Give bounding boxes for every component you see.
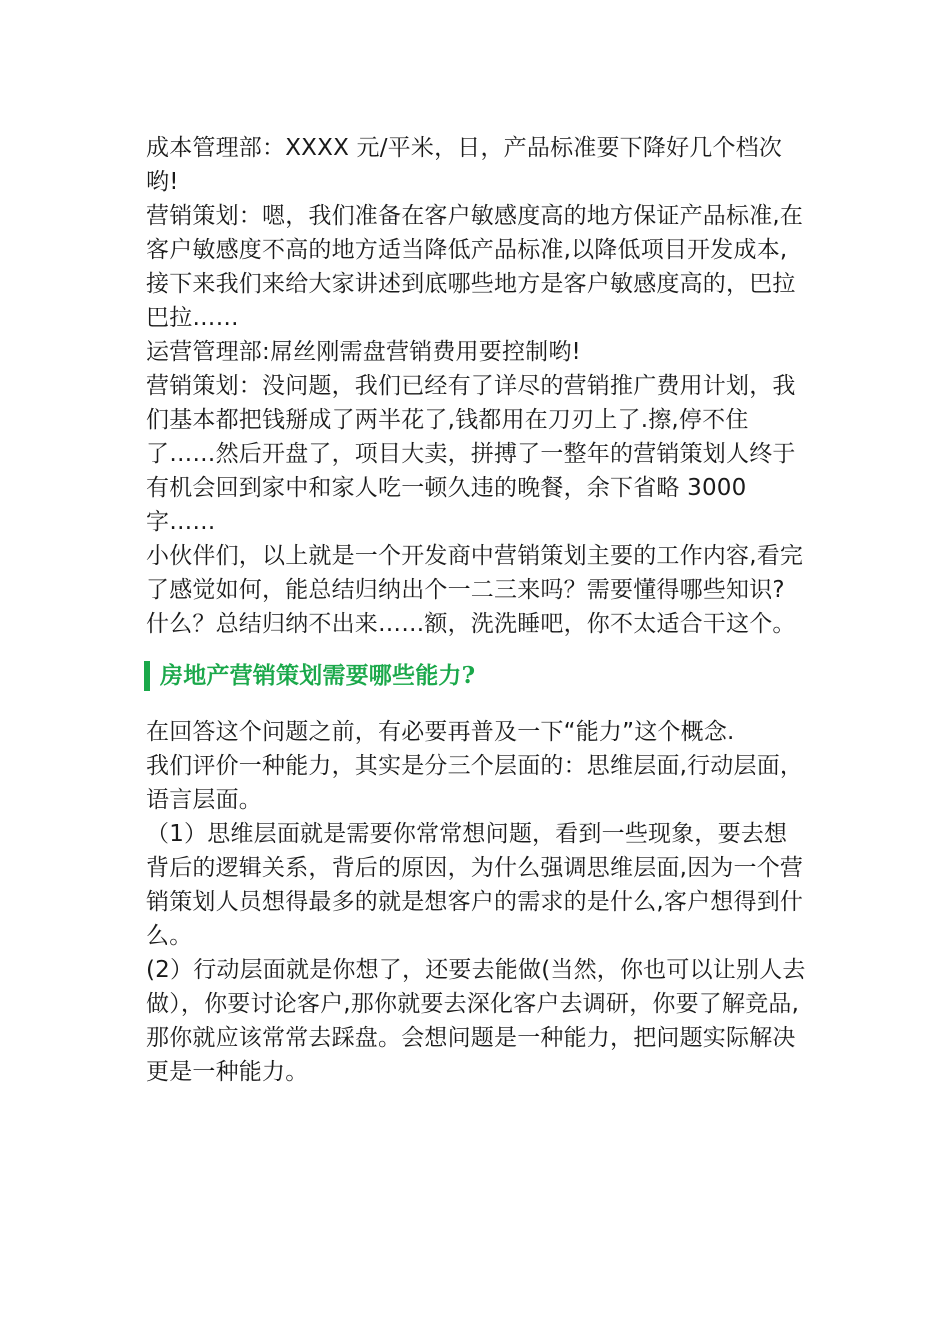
paragraph: 在回答这个问题之前，有必要再普及一下“能力”这个概念. [146,719,735,745]
paragraph: 营销策划：嗯，我们准备在客户敏感度高的地方保证产品标准,在客户敏感度不高的地方适当降低产品标准,以降低项目开发成本,接下来我们来给大家讲述到底哪些地方是客户敏感度高的，巴拉巴拉…… [146,203,804,331]
section-dialogue [146,131,806,641]
heading-accent-bar [144,661,150,691]
document-page [146,131,806,1089]
paragraph: 运营管理部:屌丝刚需盘营销费用要控制哟! [146,339,581,365]
paragraph: 小伙伴们，以上就是一个开发商中营销策划主要的工作内容,看完了感觉如何，能总结归纳出个一二三来吗？需要懂得哪些知识? [146,543,804,603]
paragraph: (2）行动层面就是你想了，还要去能做(当然，你也可以让别人去做），你要讨论客户,那你就要去深化客户去调研，你要了解竞品,那你就应该常常去踩盘。会想问题是一种能力，把问题实际解决更是一种能力。 [146,957,806,1085]
heading-title: 房地产营销策划需要哪些能力? [160,662,476,689]
paragraph: （1）思维层面就是需要你常常想问题，看到一些现象，要去想背后的逻辑关系，背后的原因，为什么强调思维层面,因为一个营销策划人员想得最多的就是想客户的需求的是什么,客户想得到什么。 [146,821,804,949]
paragraph: 我们评价一种能力，其实是分三个层面的：思维层面,行动层面，语言层面。 [146,753,804,813]
paragraph: 营销策划：没问题，我们已经有了详尽的营销推广费用计划，我们基本都把钱掰成了两半花了,钱都用在刀刃上了.擦,停不住了……然后开盘了，项目大卖，拼搏了一整年的营销策划人终于有机会回到家中和家人吃一顿久违的晚餐，余下省略 3000 字…… [146,373,796,535]
paragraph: 什么？总结归纳不出来……额，洗洗睡吧，你不太适合干这个。 [146,611,796,637]
section-heading [144,659,806,693]
section-abilities [146,715,806,1089]
paragraph: 成本管理部：XXXX 元/平米，日，产品标准要下降好几个档次哟! [146,135,783,195]
